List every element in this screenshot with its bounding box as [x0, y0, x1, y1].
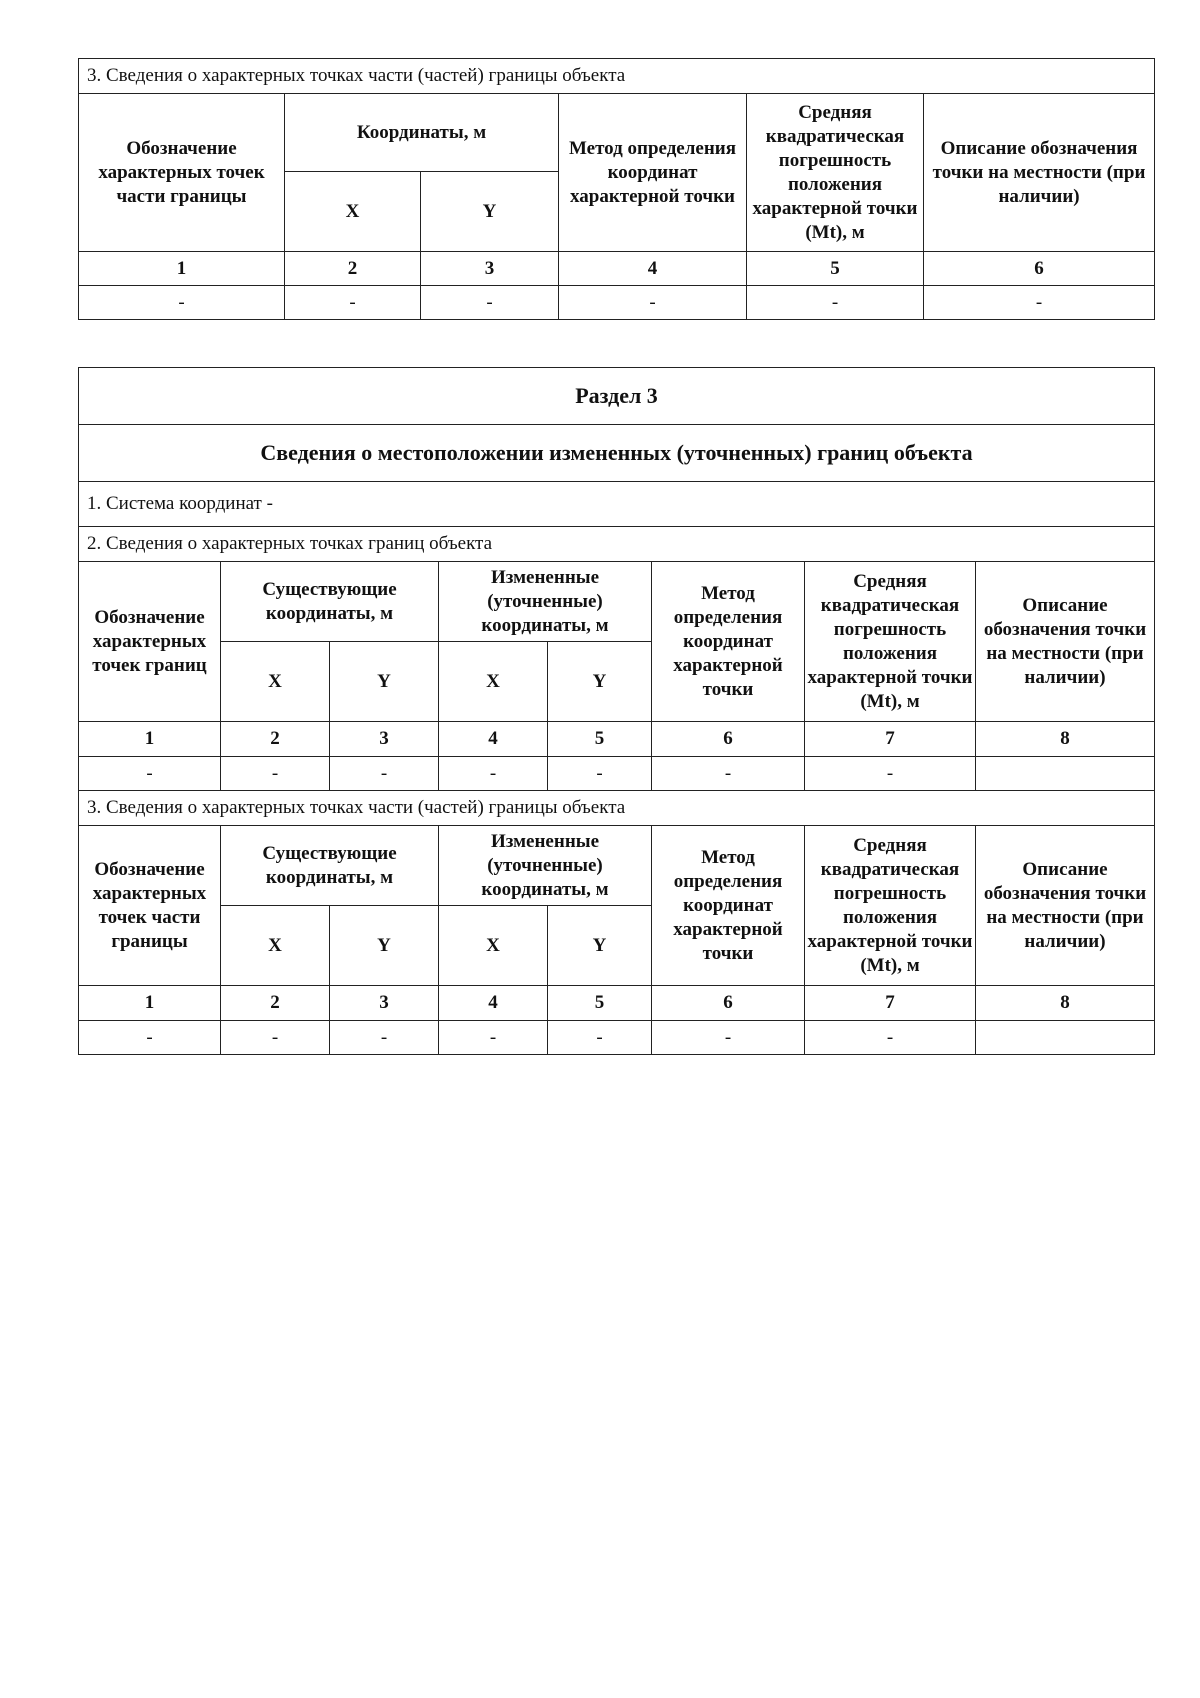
table-cell: -	[79, 1021, 221, 1055]
table-cell: -	[221, 757, 330, 791]
section-subtitle: Сведения о местоположении измененных (уточненных) границ объекта	[79, 425, 1155, 482]
table-cell: -	[439, 757, 548, 791]
table-cell	[976, 757, 1155, 791]
column-number: 8	[976, 986, 1155, 1021]
table-cell: -	[805, 1021, 976, 1055]
header-existing-coordinates: Существующие координаты, м	[221, 562, 439, 642]
header-changed-coordinates: Измененные (уточненные) координаты, м	[439, 826, 652, 906]
column-number: 2	[285, 252, 421, 286]
header-y: Y	[548, 906, 652, 986]
header-y: Y	[548, 642, 652, 722]
header-y: Y	[330, 906, 439, 986]
column-number: 2	[221, 722, 330, 757]
header-method: Метод определения координат характерной точки	[559, 94, 747, 252]
header-description: Описание обозначения точки на местности (при наличии)	[924, 94, 1155, 252]
column-number: 5	[747, 252, 924, 286]
table-cell: -	[79, 286, 285, 320]
table-caption: 3. Сведения о характерных точках части (частей) границы объекта	[79, 59, 1155, 94]
header-y: Y	[421, 172, 559, 252]
header-x: X	[439, 906, 548, 986]
header-method: Метод определения координат характерной точки	[652, 562, 805, 722]
table-cell: -	[439, 1021, 548, 1055]
column-number: 4	[439, 986, 548, 1021]
column-number: 1	[79, 722, 221, 757]
table-cell: -	[221, 1021, 330, 1055]
table-cell: -	[421, 286, 559, 320]
column-number: 3	[330, 986, 439, 1021]
table-cell: -	[548, 757, 652, 791]
header-designation: Обозначение характерных точек части границы	[79, 826, 221, 986]
table-cell: -	[747, 286, 924, 320]
table-cell: -	[285, 286, 421, 320]
table-part-boundary-points	[78, 58, 1155, 320]
header-designation: Обозначение характерных точек границ	[79, 562, 221, 722]
header-description: Описание обозначения точки на местности (при наличии)	[976, 826, 1155, 986]
column-number: 4	[559, 252, 747, 286]
column-number: 1	[79, 986, 221, 1021]
table-cell	[976, 1021, 1155, 1055]
header-x: X	[221, 642, 330, 722]
coordinate-system: 1. Система координат -	[79, 482, 1155, 527]
table-cell: -	[559, 286, 747, 320]
part2-caption: 2. Сведения о характерных точках границ объекта	[79, 527, 1155, 562]
column-number: 7	[805, 986, 976, 1021]
column-number: 7	[805, 722, 976, 757]
table-cell: -	[330, 757, 439, 791]
column-number: 3	[421, 252, 559, 286]
column-number: 6	[924, 252, 1155, 286]
header-coordinates: Координаты, м	[285, 94, 559, 172]
header-existing-coordinates: Существующие координаты, м	[221, 826, 439, 906]
table-cell: -	[652, 1021, 805, 1055]
column-number: 8	[976, 722, 1155, 757]
column-number: 6	[652, 986, 805, 1021]
part3-caption: 3. Сведения о характерных точках части (частей) границы объекта	[79, 791, 1155, 826]
header-x: X	[285, 172, 421, 252]
header-designation: Обозначение характерных точек части границы	[79, 94, 285, 252]
column-number: 5	[548, 722, 652, 757]
table-cell: -	[805, 757, 976, 791]
column-number: 6	[652, 722, 805, 757]
section-title: Раздел 3	[79, 368, 1155, 425]
table-cell: -	[330, 1021, 439, 1055]
table-cell: -	[924, 286, 1155, 320]
header-description: Описание обозначения точки на местности (при наличии)	[976, 562, 1155, 722]
header-x: X	[221, 906, 330, 986]
header-error: Средняя квадратическая погрешность положения характерной точки (Mt), м	[747, 94, 924, 252]
header-method: Метод определения координат характерной точки	[652, 826, 805, 986]
column-number: 1	[79, 252, 285, 286]
table-cell: -	[548, 1021, 652, 1055]
column-number: 3	[330, 722, 439, 757]
table-cell: -	[652, 757, 805, 791]
header-y: Y	[330, 642, 439, 722]
column-number: 4	[439, 722, 548, 757]
header-error: Средняя квадратическая погрешность положения характерной точки (Mt), м	[805, 562, 976, 722]
header-error: Средняя квадратическая погрешность положения характерной точки (Mt), м	[805, 826, 976, 986]
section-3-table	[78, 367, 1155, 1055]
column-number: 2	[221, 986, 330, 1021]
header-changed-coordinates: Измененные (уточненные) координаты, м	[439, 562, 652, 642]
table-cell: -	[79, 757, 221, 791]
column-number: 5	[548, 986, 652, 1021]
header-x: X	[439, 642, 548, 722]
